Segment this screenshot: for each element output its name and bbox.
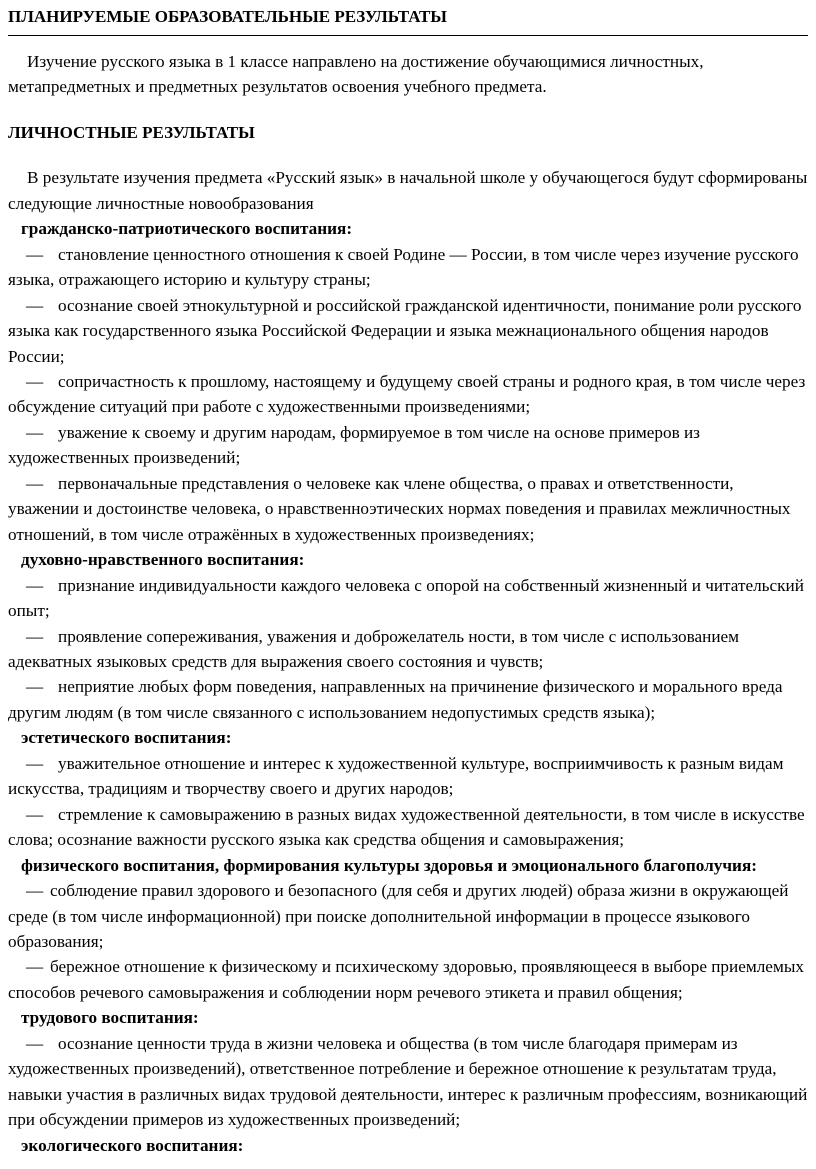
list-item xyxy=(8,369,808,420)
category-ecological: экологического воспитания: xyxy=(21,1135,244,1155)
list-item xyxy=(8,471,808,547)
dash-marker: — xyxy=(26,957,44,977)
list-item xyxy=(8,802,808,853)
dash-marker: — xyxy=(26,626,44,646)
list-item-text: бережное отношение к физическому и психическому здоровью, проявляющееся в выборе приемлемых способов речевого самовыражения и соблюдении норм речевого этикета и правил общения; xyxy=(8,957,804,1002)
list-item-text: уважительное отношение и интерес к художественной культуре, восприимчивость к разным видам искусства, традициям и творчеству своего и других народов; xyxy=(8,753,784,799)
dash-marker: — xyxy=(26,575,44,595)
list-item-text: становление ценностного отношения к своей Родине — России, в том числе через изучение русского языка, отражающего историю и культуру страны; xyxy=(8,244,799,290)
list-item xyxy=(8,1031,808,1133)
dash-marker: — xyxy=(26,677,44,697)
category-moral: духовно-нравственного воспитания: xyxy=(21,550,305,570)
title-divider xyxy=(8,35,808,36)
category-aesthetic: эстетического воспитания: xyxy=(21,728,232,748)
spacer xyxy=(8,100,808,120)
intro-paragraph: Изучение русского языка в 1 классе направлено на достижение обучающимися личностных, метапредметных и предметных результатов освоения учебного предмета. xyxy=(8,52,704,97)
list-item xyxy=(8,674,808,725)
dash-marker: — xyxy=(26,881,44,901)
list-item-text: неприятие любых форм поведения, направленных на причинение физического и морального вреда другим людям (в том числе связанного с использованием недопустимых средств языка); xyxy=(8,677,783,722)
dash-marker: — xyxy=(26,244,44,264)
list-item-text: уважение к своему и другим народам, формируемое в том числе на основе примеров из художественных произведений; xyxy=(8,422,700,468)
list-item xyxy=(8,242,808,293)
list-item-text: первоначальные представления о человеке как члене общества, о правах и ответственности, уважении и достоинстве человека, о нравственноэтических нормах поведения и правилах межличностных отношений, в том числе отражённых в художественных произведениях; xyxy=(8,473,791,544)
section-title-personal: ЛИЧНОСТНЫЕ РЕЗУЛЬТАТЫ xyxy=(8,122,255,142)
list-item-text: признание индивидуальности каждого человека с опорой на собственный жизненный и читательский опыт; xyxy=(8,575,804,621)
list-item-text: осознание своей этнокультурной и российской гражданской идентичности, понимание роли русского языка как государственного языка Российской Федерации и языка межнационального общения народов России; xyxy=(8,295,802,366)
page-title: ПЛАНИРУЕМЫЕ ОБРАЗОВАТЕЛЬНЫЕ РЕЗУЛЬТАТЫ xyxy=(8,7,448,26)
dash-marker: — xyxy=(26,753,44,773)
list-item-text: осознание ценности труда в жизни человека и общества (в том числе благодаря примерам из художественных произведений), ответственное потребление и бережное отношение к результатам труда, навыки участия в различных видах трудовой деятельности, интерес к различным профессиям, возникающий при обсуждении примеров из художественных произведений; xyxy=(8,1033,808,1130)
list-item-text: соблюдение правил здорового и безопасного (для себя и других людей) образа жизни в окружающей среде (в том числе информационной) при поиске дополнительной информации в процессе языкового образования; xyxy=(8,881,789,951)
category-civic: гражданско-патриотического воспитания: xyxy=(21,219,353,239)
list-item xyxy=(8,954,808,1005)
list-item xyxy=(8,420,808,471)
list-item-text: сопричастность к прошлому, настоящему и будущему своей страны и родного края, в том числе через обсуждение ситуаций при работе с художественными произведениями; xyxy=(8,371,806,417)
list-item xyxy=(8,573,808,624)
list-item-text: проявление сопереживания, уважения и доброжелатель ности, в том числе с использованием адекватных языковых средств для выражения своего состояния и чувств; xyxy=(8,626,740,671)
dash-marker: — xyxy=(26,1033,44,1053)
list-item xyxy=(8,751,808,802)
spacer xyxy=(8,145,808,165)
dash-marker: — xyxy=(26,422,44,442)
list-item xyxy=(8,624,808,675)
dash-marker: — xyxy=(26,473,44,493)
category-physical: физического воспитания, формирования культуры здоровья и эмоционального благополучия: xyxy=(21,855,757,875)
dash-marker: — xyxy=(26,804,44,824)
dash-marker: — xyxy=(26,371,44,391)
list-item xyxy=(8,293,808,369)
category-labor: трудового воспитания: xyxy=(21,1008,199,1028)
personal-intro-paragraph: В результате изучения предмета «Русский язык» в начальной школе у обучающегося будут сформированы следующие личностные новообразования xyxy=(8,168,808,213)
document-body xyxy=(8,49,808,1158)
list-item-text: стремление к самовыражению в разных видах художественной деятельности, в том числе в искусстве слова; осознание важности русского языка как средства общения и самовыражения; xyxy=(8,804,805,850)
list-item xyxy=(8,878,808,954)
dash-marker: — xyxy=(26,295,44,315)
